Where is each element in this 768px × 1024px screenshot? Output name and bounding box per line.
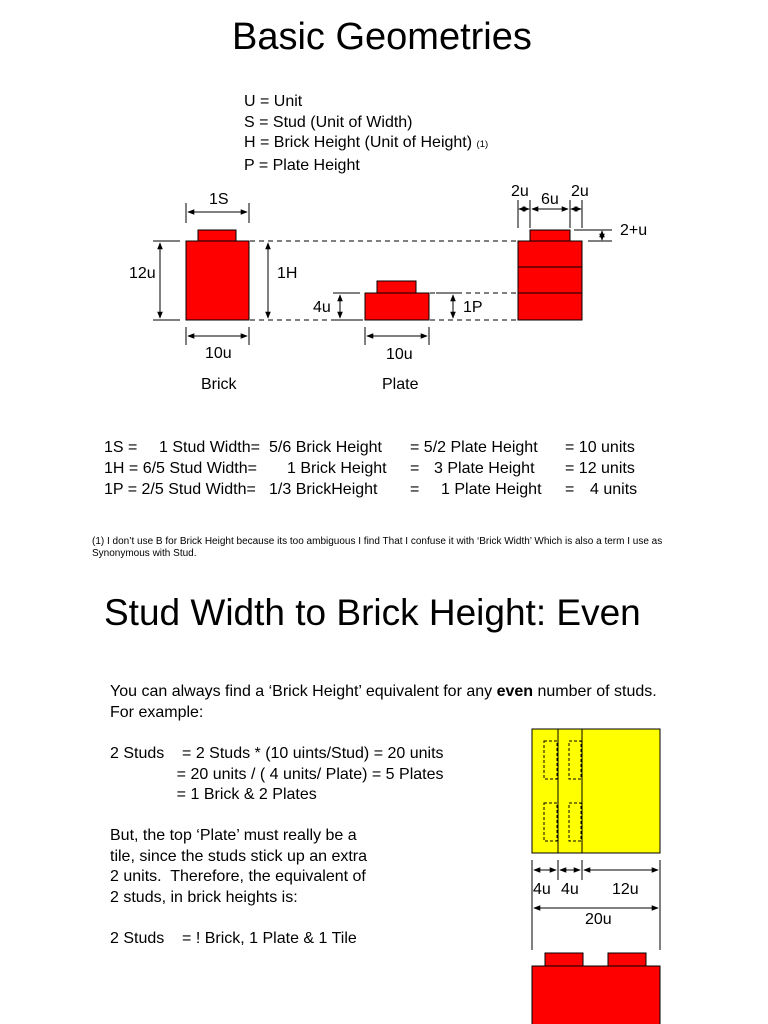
intro-line-2: For example: [110, 703, 204, 721]
intro-tail: number of studs. [533, 683, 657, 700]
dim-label-4u-a: 4u [533, 881, 551, 898]
legend-stud: S = Stud (Unit of Width) [244, 113, 413, 131]
page-title: Basic Geometries [232, 16, 532, 58]
brick-width-label: 1S [209, 191, 229, 208]
cell: 1 Plate Height [441, 481, 542, 498]
legend-plate-height: P = Plate Height [244, 156, 360, 174]
cell: 3 Plate Height [434, 460, 535, 477]
brick-caption: Brick [201, 376, 237, 393]
plate-caption: Plate [382, 376, 419, 393]
stack-left-offset-label: 2u [511, 183, 529, 200]
dim-label-4u-b: 4u [561, 881, 579, 898]
brick-bottom-width-label: 10u [205, 345, 232, 362]
cell: 4 units [590, 481, 638, 498]
cell: 1/3 BrickHeight [269, 481, 378, 498]
cell: 1S = [104, 439, 138, 456]
calc-line: = 1 Brick & 2 Plates [110, 786, 317, 804]
cell: = [410, 481, 420, 498]
plate-unit-height-label: 1P [463, 299, 483, 316]
cell: 1P = 2/5 Stud Width= [104, 481, 256, 498]
intro-text: You can always find a ‘Brick Height’ equivalent for any [110, 683, 497, 700]
cell: = 5/2 Plate Height [410, 439, 538, 456]
cell: = 12 units [565, 460, 635, 477]
plate-bottom-width-label: 10u [386, 346, 413, 363]
but-line: 2 studs, in brick heights is: [110, 889, 298, 907]
legend-brick-height-text: H = Brick Height (Unit of Height) [244, 134, 473, 151]
side-view-shape [532, 729, 660, 853]
footnote-mark: (1) [476, 139, 489, 150]
dim-label-12u: 12u [612, 881, 639, 898]
cell: = [565, 481, 575, 498]
intro-bold: even [496, 683, 534, 700]
but-line: 2 units. Therefore, the equivalent of [110, 868, 366, 886]
red-brick-shape [532, 953, 660, 1024]
dim-label-20u: 20u [585, 911, 612, 928]
stack-stud-height-label: 2+u [620, 222, 648, 239]
brick-unit-height-label: 1H [277, 265, 298, 282]
section-title: Stud Width to Brick Height: Even [104, 592, 641, 633]
stack-stud-label: 6u [541, 191, 559, 208]
cell: 1 Brick Height [287, 460, 387, 477]
footnote: (1) I don’t use B for Brick Height because its too ambiguous I find That I confuse it with ‘Brick Width’ Which is also a term I use as Synonymous with Stud. [92, 536, 663, 559]
but-line: tile, since the studs stick up an extra [110, 847, 368, 865]
stack-right-offset-label: 2u [571, 183, 589, 200]
brick-height-label: 12u [129, 265, 156, 282]
cell: 1H = 6/5 Stud Width= [104, 460, 257, 477]
cell: 1 Stud Width= [159, 439, 260, 456]
calc-line: 2 Studs = 2 Studs * (10 uints/Stud) = 20 units [110, 745, 444, 762]
but-line: But, the top ‘Plate’ must really be a [110, 827, 357, 844]
cell: = [410, 460, 420, 477]
calc-line: = 20 units / ( 4 units/ Plate) = 5 Plates [110, 765, 444, 783]
legend-unit: U = Unit [244, 93, 303, 110]
cell: = 10 units [565, 439, 635, 456]
cell: 5/6 Brick Height [269, 439, 382, 456]
result-line: 2 Studs = ! Brick, 1 Plate & 1 Tile [110, 930, 357, 947]
plate-height-label: 4u [313, 299, 331, 316]
